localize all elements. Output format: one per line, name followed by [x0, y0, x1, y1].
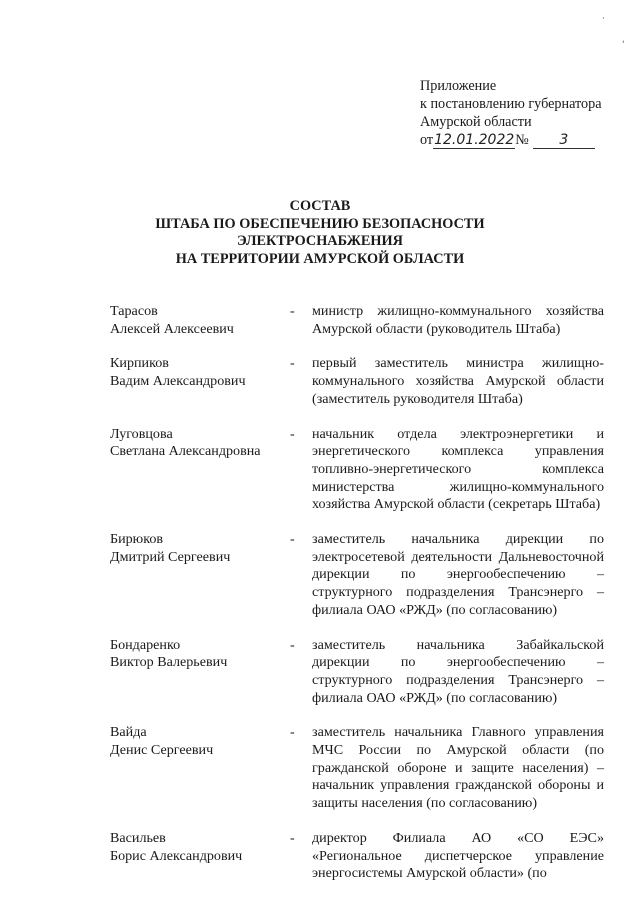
- member-name: [110, 637, 288, 708]
- member-role: министр жилищно-коммунального хозяйства Амурской области (руководитель Штаба): [312, 303, 604, 337]
- member-role: заместитель начальника дирекции по электросетевой деятельности Дальневосточной дирекции по энергообеспечению – структурного подразделения Трансэнерго – филиала ОАО «РЖД» (по согласованию): [312, 531, 604, 618]
- member-surname: Бирюков: [110, 531, 164, 548]
- member-given-name: Виктор Валерьевич: [110, 654, 228, 671]
- member-dash: -: [290, 303, 295, 319]
- member-dash: -: [290, 355, 295, 372]
- member-given-name: Борис Александрович: [110, 847, 243, 864]
- member-row: [110, 355, 604, 408]
- member-row: [110, 426, 604, 515]
- member-name: [110, 724, 288, 813]
- member-surname: Вайда: [110, 724, 147, 741]
- member-given-name: Светлана Александровна: [110, 443, 261, 460]
- member-row: [110, 830, 604, 883]
- title-line-4: НА ТЕРРИТОРИИ АМУРСКОЙ ОБЛАСТИ: [175, 250, 465, 267]
- member-dash: -: [290, 724, 295, 741]
- member-name: [110, 830, 288, 883]
- member-role: начальник отдела электроэнергетики и энергетического комплекса управления топливно-энергетического комплекса министерства жилищно-коммунального хозяйства Амурской области (секретарь Штаба): [312, 425, 604, 513]
- member-row: [110, 303, 604, 338]
- member-role: директор Филиала АО «СО ЕЭС» «Региональное диспетчерское управление энергосистемы Амурской области» (по: [312, 829, 604, 882]
- member-row: [110, 531, 604, 620]
- member-given-name: Вадим Александрович: [110, 373, 246, 390]
- corner-tick-mark: ': [622, 40, 625, 50]
- appendix-block: [420, 77, 602, 149]
- member-given-name: Алексей Алексеевич: [110, 320, 234, 337]
- member-dash: -: [290, 636, 295, 653]
- handwritten-date: 12.01.2022: [434, 132, 515, 148]
- document-title: [0, 198, 640, 268]
- member-surname: Васильев: [110, 829, 166, 846]
- appendix-label: Приложение: [420, 78, 497, 94]
- handwritten-number: 3: [533, 133, 595, 149]
- member-dash: -: [290, 425, 295, 442]
- member-dash: -: [290, 829, 295, 846]
- appendix-region: Амурской области: [420, 114, 532, 130]
- member-row: [110, 637, 604, 708]
- number-sign: №: [515, 132, 529, 148]
- member-surname: Луговцова: [110, 425, 173, 442]
- appendix-decree-ref: к постановлению губернатора: [420, 96, 602, 112]
- member-name: [110, 303, 288, 338]
- date-prefix: от: [420, 132, 434, 148]
- member-role: первый заместитель министра жилищно-коммунального хозяйства Амурской области (заместитель руководителя Штаба): [312, 355, 604, 407]
- member-name: [110, 426, 288, 515]
- member-name: [110, 355, 288, 408]
- member-role: заместитель начальника Забайкальской дирекции по энергообеспечению – структурного подразделения Трансэнерго – филиала ОАО «РЖД» (по согласованию): [312, 636, 604, 706]
- member-surname: Бондаренко: [110, 636, 181, 653]
- member-name: [110, 531, 288, 620]
- member-role: заместитель начальника Главного управления МЧС России по Амурской области (по гражданской обороне и защите населения) – начальник управления гражданской обороны и защиты населения (по согласованию): [312, 724, 604, 812]
- appendix-date-line: [420, 131, 602, 149]
- member-surname: Тарасов: [110, 303, 158, 319]
- title-line-2: ШТАБА ПО ОБЕСПЕЧЕНИЮ БЕЗОПАСНОСТИ: [155, 215, 485, 232]
- title-line-1: СОСТАВ: [289, 198, 351, 214]
- corner-dot-mark: ·: [602, 14, 605, 24]
- member-given-name: Дмитрий Сергеевич: [110, 548, 231, 565]
- member-dash: -: [290, 531, 295, 548]
- member-surname: Кирпиков: [110, 355, 169, 372]
- member-row: [110, 724, 604, 813]
- member-given-name: Денис Сергеевич: [110, 742, 214, 759]
- members-list: [110, 303, 604, 900]
- title-line-3: ЭЛЕКТРОСНАБЖЕНИЯ: [237, 233, 403, 249]
